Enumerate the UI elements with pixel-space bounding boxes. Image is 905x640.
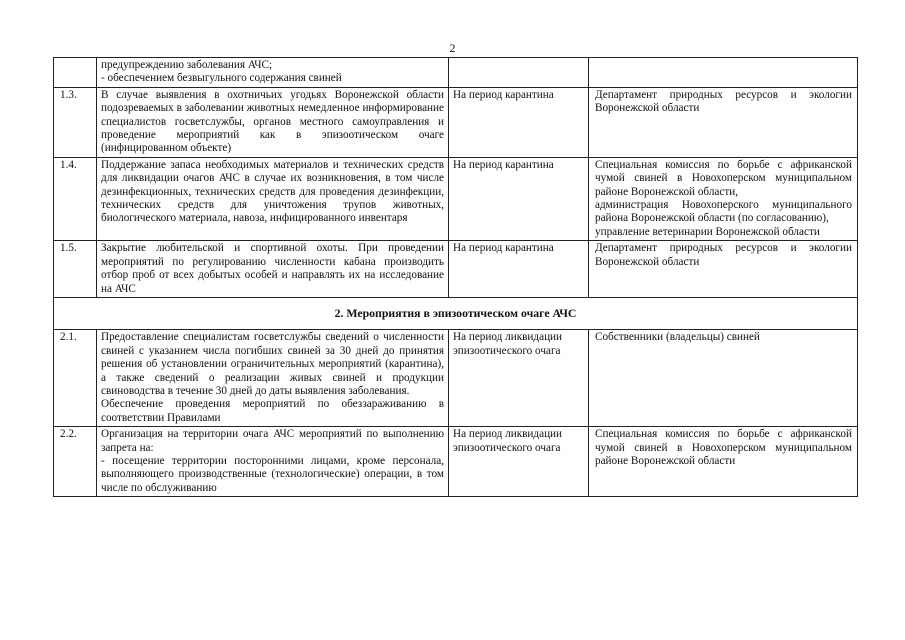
row-number: 1.3. xyxy=(54,87,97,157)
term-text: На период карантина xyxy=(449,241,589,298)
action-text: Обеспечение проведения мероприятий по обеззараживанию в соответствии Правилами xyxy=(101,398,444,424)
action-text: Предоставление специалистам госветслужбы сведений о численности свиней с указанием числа погибших свиней за 30 дней до принятия решения об установлении ограничительных мероприятий (карантина), а также сведений о реализации живых свиней и продукции свиноводства в течение 30 дней до даты выявления заболевания. xyxy=(101,331,444,397)
table-row xyxy=(54,241,858,298)
responsible-cell xyxy=(589,58,858,88)
responsible-text: управление ветеринарии Воронежской области xyxy=(595,225,820,238)
term-text: На период карантина xyxy=(449,157,589,240)
row-number: 2.2. xyxy=(54,427,97,497)
action-text: Организация на территории очага АЧС мероприятий по выполнению запрета на: xyxy=(101,428,444,454)
responsible-text: Департамент природных ресурсов и экологии Воронежской области xyxy=(589,87,858,157)
term-text: На период ликвидации эпизоотического очага xyxy=(449,330,589,427)
term-text: На период ликвидации эпизоотического очага xyxy=(449,427,589,497)
row-number: 2.1. xyxy=(54,330,97,427)
table-row xyxy=(54,157,858,240)
action-cell xyxy=(97,58,449,88)
page-number: 2 xyxy=(449,41,456,55)
responsible-text: Специальная комиссия по борьбе с африканской чумой свиней в Новохоперском муниципальном районе Воронежской области, xyxy=(595,158,852,198)
section-header-row xyxy=(54,297,858,329)
table-row xyxy=(54,87,858,157)
section-title: 2. Мероприятия в эпизоотическом очаге АЧС xyxy=(54,297,858,329)
action-text: - обеспечением безвыгульного содержания свиней xyxy=(101,72,342,85)
row-number: 1.4. xyxy=(54,157,97,240)
action-text: предупреждению заболевания АЧС; xyxy=(101,59,273,71)
action-cell xyxy=(97,427,449,497)
table-row xyxy=(54,427,858,497)
action-text: - посещение территории посторонними лицами, кроме персонала, выполняющего производственные (технологические) операции, в том числе по обслуживанию xyxy=(101,454,444,494)
action-cell xyxy=(97,330,449,427)
action-text: Закрытие любительской и спортивной охоты. При проведении мероприятий по регулированию численности кабана производить отбор проб от всех добытых особей и направлять их на исследование на АЧС xyxy=(97,241,449,298)
responsible-text: администрация Новохоперского муниципального района Воронежской области (по согласованию), xyxy=(595,199,852,225)
responsible-cell xyxy=(589,157,858,240)
responsible-text: Собственники (владельцы) свиней xyxy=(589,330,858,427)
table-row xyxy=(54,330,858,427)
row-number: 1.5. xyxy=(54,241,97,298)
term-cell xyxy=(449,58,589,88)
measures-table xyxy=(53,57,858,497)
responsible-text: Специальная комиссия по борьбе с африканской чумой свиней в Новохоперском муниципальном районе Воронежской области xyxy=(589,427,858,497)
action-text: В случае выявления в охотничьих угодьях Воронежской области подозреваемых в заболевании животных немедленное информирование специалистов госветслужбы, органов местного самоуправления и проведение мероприятий как в эпизоотическом очаге (инфицированном объекте) xyxy=(97,87,449,157)
term-text: На период карантина xyxy=(449,87,589,157)
responsible-text: Департамент природных ресурсов и экологии Воронежской области xyxy=(589,241,858,298)
action-text: Поддержание запаса необходимых материалов и технических средств для ликвидации очагов АЧС в случае их возникновения, в том числе дезинфекционных, технических средств для проведения дезинфекции, технических средств для уничтожения трупов животных, биологического материала, навоза, инфицированного инвентаря xyxy=(97,157,449,240)
table-row xyxy=(54,58,858,88)
row-number-cell xyxy=(54,58,97,88)
